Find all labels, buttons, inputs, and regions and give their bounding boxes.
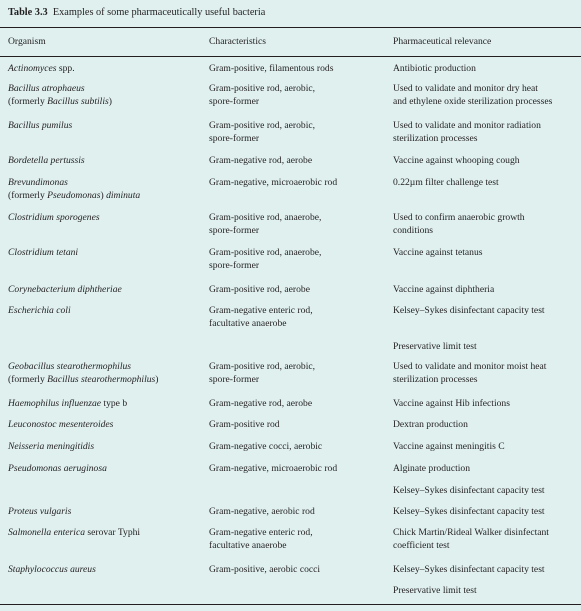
relevance-cell xyxy=(393,62,476,75)
characteristics-line: Gram-negative rod, aerobe xyxy=(209,398,313,409)
bottom-rule xyxy=(0,604,581,605)
relevance-cell xyxy=(393,304,545,317)
relevance-line: Antibiotic production xyxy=(393,63,476,74)
organism-cell xyxy=(8,62,75,75)
organism-text: Haemophilus influenzae xyxy=(8,398,101,409)
characteristics-line: spore-former xyxy=(209,260,260,271)
organism-line xyxy=(8,304,71,317)
organism-text: (formerly xyxy=(8,374,48,385)
organism-line xyxy=(8,397,127,410)
organism-text: Bordetella pertussis xyxy=(8,155,85,166)
organism-text: spp. xyxy=(56,63,75,74)
relevance-line: Kelsey–Sykes disinfectant capacity test xyxy=(393,506,545,517)
organism-text: type b xyxy=(101,398,128,409)
characteristics-line: Gram-negative enteric rod, xyxy=(209,305,313,316)
organism-cell xyxy=(8,526,140,539)
organism-cell xyxy=(8,440,94,453)
characteristics-line: Gram-positive rod, anaerobe, xyxy=(209,247,322,258)
organism-text: Proteus vulgaris xyxy=(8,506,72,517)
organism-cell xyxy=(8,505,71,518)
characteristics-line: Gram-positive, aerobic cocci xyxy=(209,564,321,575)
organism-text: Escherichia coli xyxy=(8,305,71,316)
header-organism: Organism xyxy=(8,36,46,47)
relevance-cell xyxy=(393,526,549,552)
organism-cell xyxy=(8,418,113,431)
relevance-cell xyxy=(393,440,505,453)
relevance-cell xyxy=(393,563,545,576)
organism-line xyxy=(8,373,158,386)
relevance-line: Kelsey–Sykes disinfectant capacity test xyxy=(393,485,545,496)
relevance-cell xyxy=(393,418,468,431)
characteristics-cell xyxy=(209,211,321,237)
relevance-cell xyxy=(393,340,477,353)
organism-text: Salmonella enterica xyxy=(8,527,85,538)
relevance-cell xyxy=(393,462,470,475)
relevance-cell xyxy=(393,360,546,386)
relevance-cell xyxy=(393,505,545,518)
relevance-cell xyxy=(393,283,494,296)
relevance-line: conditions xyxy=(393,225,433,236)
characteristics-line: Gram-positive rod, aerobe xyxy=(209,284,310,295)
organism-cell xyxy=(8,211,100,224)
relevance-cell xyxy=(393,211,525,237)
relevance-line: Vaccine against diphtheria xyxy=(393,284,495,295)
table-label: Table 3.3 xyxy=(8,7,48,18)
organism-text: Bacillus subtilis xyxy=(47,96,109,107)
characteristics-cell xyxy=(209,462,337,475)
organism-text: Neisseria meningitidis xyxy=(8,441,95,452)
relevance-cell xyxy=(393,176,499,189)
characteristics-line: Gram-positive rod, aerobic, xyxy=(209,361,316,372)
characteristics-cell xyxy=(209,304,313,330)
organism-line xyxy=(8,62,75,75)
characteristics-cell xyxy=(209,526,313,552)
characteristics-line: spore-former xyxy=(209,133,260,144)
organism-text: Staphylococcus aureus xyxy=(8,564,96,575)
organism-text: ) xyxy=(155,374,159,385)
organism-text: Brevundimonas xyxy=(8,177,68,188)
characteristics-line: spore-former xyxy=(209,225,260,236)
relevance-line: Preservative limit test xyxy=(393,341,477,352)
relevance-cell xyxy=(393,154,520,167)
characteristics-line: Gram-negative cocci, aerobic xyxy=(209,441,323,452)
organism-cell xyxy=(8,563,96,576)
organism-text: (formerly xyxy=(8,190,48,201)
header-relevance: Pharmaceutical relevance xyxy=(393,36,492,47)
organism-cell xyxy=(8,82,112,108)
relevance-line: Vaccine against whooping cough xyxy=(393,155,520,166)
organism-text: Pseudomonas xyxy=(47,190,101,201)
characteristics-line: Gram-negative rod, aerobe xyxy=(209,155,313,166)
organism-cell xyxy=(8,154,85,167)
header-rule xyxy=(0,56,581,57)
relevance-line: Vaccine against Hib infections xyxy=(393,398,510,409)
characteristics-line: Gram-positive, filamentous rods xyxy=(209,63,334,74)
organism-text: Clostridium tetani xyxy=(8,247,79,258)
characteristics-line: Gram-positive rod, anaerobe, xyxy=(209,212,322,223)
relevance-line: Chick Martin/Rideal Walker disinfectant xyxy=(393,527,549,538)
characteristics-cell xyxy=(209,283,310,296)
relevance-line: Kelsey–Sykes disinfectant capacity test xyxy=(393,564,545,575)
organism-line xyxy=(8,440,94,453)
organism-line xyxy=(8,360,158,373)
characteristics-cell xyxy=(209,62,333,75)
relevance-cell xyxy=(393,397,510,410)
characteristics-line: facultative anaerobe xyxy=(209,540,287,551)
organism-text: ) xyxy=(100,190,107,201)
organism-line xyxy=(8,211,100,224)
characteristics-cell xyxy=(209,176,337,189)
top-rule xyxy=(0,27,581,28)
organism-text: Bacillus atrophaeus xyxy=(8,83,85,94)
relevance-line: coefficient test xyxy=(393,540,450,551)
characteristics-cell xyxy=(209,82,315,108)
relevance-line: Alginate production xyxy=(393,463,470,474)
characteristics-cell xyxy=(209,397,312,410)
organism-line xyxy=(8,95,112,108)
organism-text: Leuconostoc mesenteroides xyxy=(8,419,114,430)
organism-cell xyxy=(8,462,107,475)
relevance-line: Used to validate and monitor dry heat xyxy=(393,83,538,94)
relevance-line: Used to validate and monitor moist heat xyxy=(393,361,547,372)
relevance-line: Vaccine against tetanus xyxy=(393,247,483,258)
relevance-line: Used to confirm anaerobic growth xyxy=(393,212,525,223)
characteristics-line: Gram-negative enteric rod, xyxy=(209,527,313,538)
characteristics-line: Gram-negative, aerobic rod xyxy=(209,506,315,517)
organism-cell xyxy=(8,119,72,132)
characteristics-cell xyxy=(209,360,315,386)
characteristics-cell xyxy=(209,440,322,453)
organism-cell xyxy=(8,176,140,202)
relevance-line: Dextran production xyxy=(393,419,468,430)
characteristics-cell xyxy=(209,505,315,518)
relevance-line: Kelsey–Sykes disinfectant capacity test xyxy=(393,305,545,316)
organism-line xyxy=(8,82,112,95)
organism-cell xyxy=(8,304,71,317)
characteristics-line: Gram-negative, microaerobic rod xyxy=(209,177,338,188)
characteristics-line: spore-former xyxy=(209,96,260,107)
organism-text: serovar Typhi xyxy=(85,527,141,538)
organism-text: Actinomyces xyxy=(8,63,57,74)
relevance-line: sterilization processes xyxy=(393,133,478,144)
organism-cell xyxy=(8,397,127,410)
characteristics-line: Gram-positive rod, aerobic, xyxy=(209,120,316,131)
organism-text: Pseudomonas aeruginosa xyxy=(8,463,107,474)
characteristics-cell xyxy=(209,154,312,167)
characteristics-line: Gram-positive rod xyxy=(209,419,280,430)
relevance-cell xyxy=(393,484,545,497)
relevance-line: Vaccine against meningitis C xyxy=(393,441,505,452)
organism-line xyxy=(8,246,78,259)
organism-text: Bacillus pumilus xyxy=(8,120,73,131)
organism-text: diminuta xyxy=(106,190,141,201)
relevance-line: Preservative limit test xyxy=(393,585,477,596)
organism-line xyxy=(8,462,107,475)
organism-line xyxy=(8,154,85,167)
relevance-cell xyxy=(393,584,477,597)
characteristics-cell xyxy=(209,246,321,272)
relevance-cell xyxy=(393,82,552,108)
organism-line xyxy=(8,563,96,576)
organism-text: Corynebacterium diphtheriae xyxy=(8,284,122,295)
organism-text: ) xyxy=(108,96,112,107)
relevance-line: 0.22µm filter challenge test xyxy=(393,177,499,188)
organism-line xyxy=(8,283,122,296)
characteristics-cell xyxy=(209,119,315,145)
relevance-cell xyxy=(393,119,541,145)
organism-cell xyxy=(8,246,78,259)
organism-text: Bacillus stearothermophilus xyxy=(47,374,156,385)
header-characteristics: Characteristics xyxy=(209,36,267,47)
characteristics-line: Gram-negative, microaerobic rod xyxy=(209,463,338,474)
organism-line xyxy=(8,505,71,518)
organism-line xyxy=(8,526,140,539)
characteristics-line: spore-former xyxy=(209,374,260,385)
organism-text: (formerly xyxy=(8,96,48,107)
relevance-line: sterilization processes xyxy=(393,374,478,385)
relevance-line: Used to validate and monitor radiation xyxy=(393,120,541,131)
organism-text: Clostridium sporogenes xyxy=(8,212,100,223)
characteristics-line: facultative anaerobe xyxy=(209,318,287,329)
organism-cell xyxy=(8,283,122,296)
table-caption xyxy=(8,6,265,19)
characteristics-cell xyxy=(209,563,320,576)
organism-cell xyxy=(8,360,158,386)
organism-line xyxy=(8,418,113,431)
organism-line xyxy=(8,176,140,189)
relevance-cell xyxy=(393,246,483,259)
organism-text: Geobacillus stearothermophilus xyxy=(8,361,132,372)
organism-line xyxy=(8,119,72,132)
characteristics-cell xyxy=(209,418,280,431)
table-title: Examples of some pharmaceutically useful bacteria xyxy=(52,7,266,18)
organism-line xyxy=(8,189,140,202)
characteristics-line: Gram-positive rod, aerobic, xyxy=(209,83,316,94)
relevance-line: and ethylene oxide sterilization processes xyxy=(393,96,553,107)
